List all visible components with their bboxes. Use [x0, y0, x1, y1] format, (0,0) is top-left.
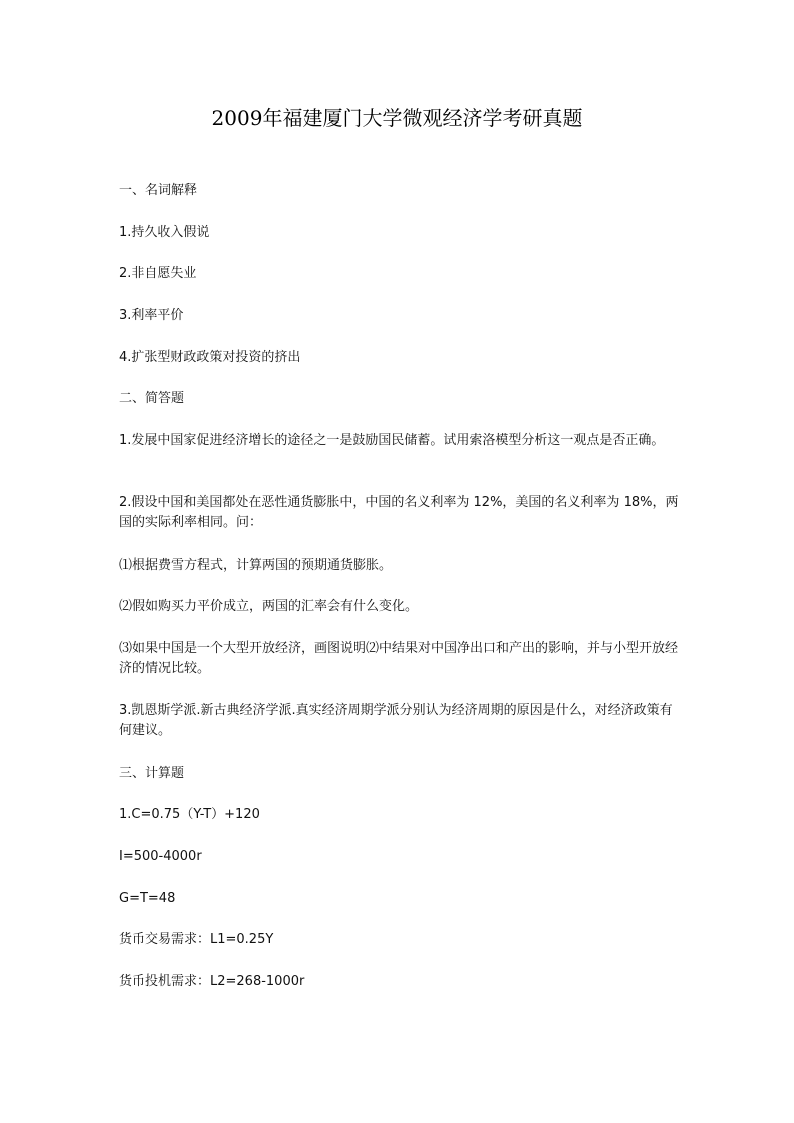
- question-paragraph: 1.发展中国家促进经济增长的途径之一是鼓励国民储蓄。试用索洛模型分析这一观点是否正确。: [119, 433, 665, 448]
- term-item: 1.持久收入假说: [119, 225, 210, 240]
- section-heading-short-answer: 二、简答题: [119, 391, 185, 406]
- document-title: 2009年福建厦门大学微观经济学考研真题: [211, 106, 583, 130]
- term-item: 3.利率平价: [119, 308, 184, 323]
- sub-question: ⑵假如购买力平价成立，两国的汇率会有什么变化。: [119, 599, 419, 614]
- equation-line: 1.C=0.75（Y-T）+120: [119, 807, 260, 822]
- question-paragraph: 3.凯恩斯学派.新古典经济学派.真实经济周期学派分别认为经济周期的原因是什么，对经济政策有何建议。: [119, 703, 673, 738]
- equation-line: I=500-4000r: [119, 849, 202, 864]
- term-item: 4.扩张型财政政策对投资的挤出: [119, 350, 301, 365]
- sub-question: ⑴根据费雪方程式，计算两国的预期通货膨胀。: [119, 558, 393, 573]
- section-heading-terms: 一、名词解释: [119, 183, 198, 198]
- section-heading-calculation: 三、计算题: [119, 766, 185, 781]
- term-item: 2.非自愿失业: [119, 266, 197, 281]
- equation-line: 货币交易需求：L1=0.25Y: [119, 932, 274, 947]
- equation-line: 货币投机需求：L2=268-1000r: [119, 974, 305, 989]
- equation-line: G=T=48: [119, 891, 176, 906]
- question-paragraph: 2.假设中国和美国都处在恶性通货膨胀中，中国的名义利率为 12%，美国的名义利率为 18%，两国的实际利率相同。问：: [119, 495, 679, 530]
- sub-question: ⑶如果中国是一个大型开放经济，画图说明⑵中结果对中国净出口和产出的影响，并与小型开放经济的情况比较。: [119, 641, 679, 676]
